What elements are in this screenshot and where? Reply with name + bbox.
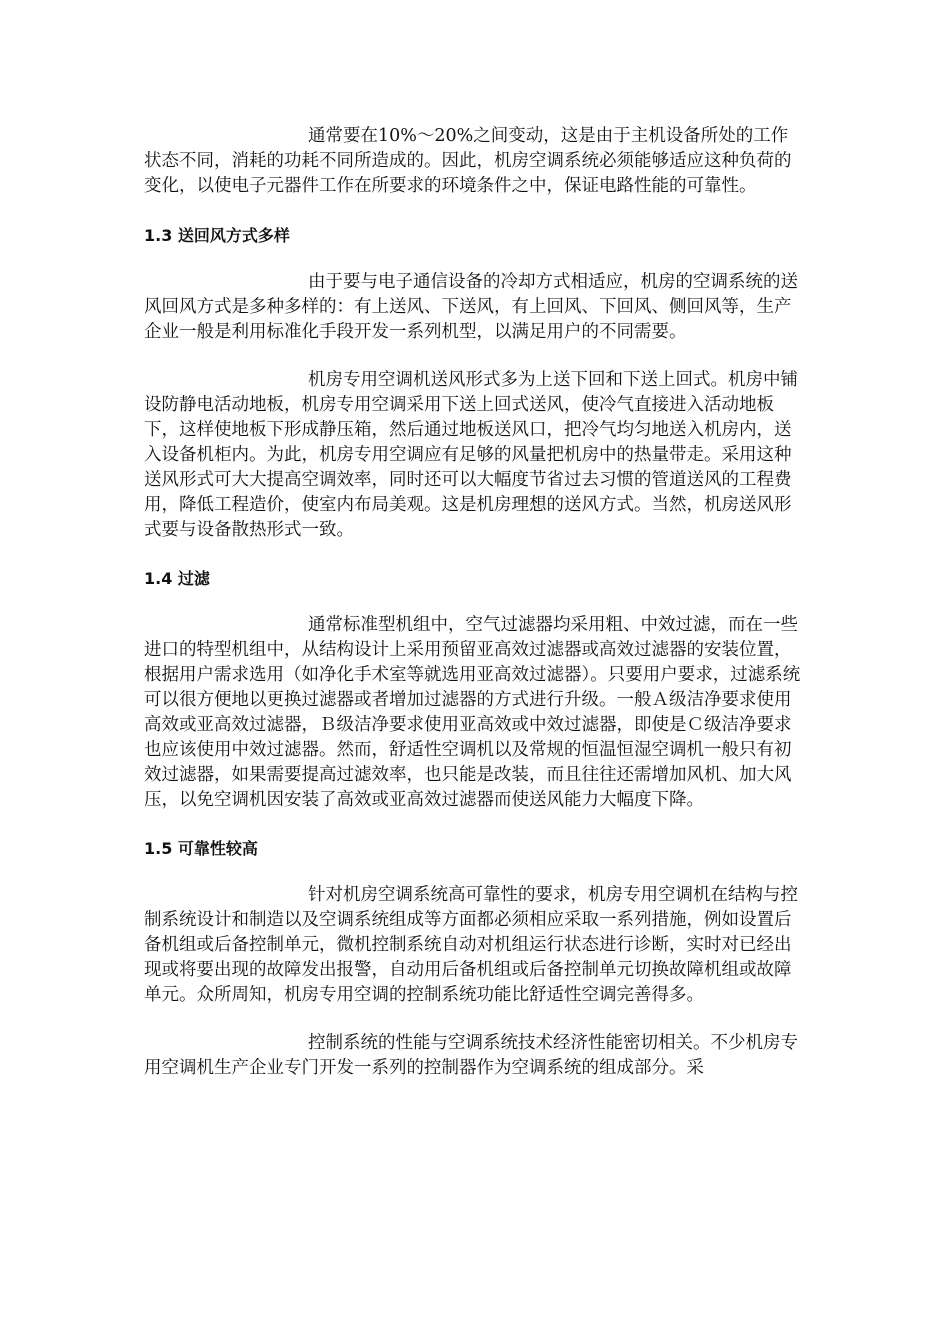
heading-1-5: 1.5 可靠性较高 — [144, 839, 258, 858]
paragraph-airflow-methods: 由于要与电子通信设备的冷却方式相适应，机房的空调系统的送风回风方式是多种多样的：有上送风、下送风，有上回风、下回风、侧回风等，生产企业一般是利用标准化手段开发一系列机型，以满足用户的不同需要。 — [144, 272, 798, 342]
paragraph-load-variation: 通常要在10%～20%之间变动，这是由于主机设备所处的工作状态不同，消耗的功耗不同所造成的。因此，机房空调系统必须能够适应这种负荷的变化，以使电子元器件工作在所要求的环境条件之中，保证电路性能的可靠性。 — [144, 126, 792, 196]
paragraph-reliability: 针对机房空调系统高可靠性的要求，机房专用空调机在结构与控制系统设计和制造以及空调系统组成等方面都必须相应采取一系列措施，例如设置后备机组或后备控制单元，微机控制系统自动对机组运行状态进行诊断，实时对已经出现或将要出现的故障发出报警，自动用后备机组或后备控制单元切换故障机组或故障单元。众所周知，机房专用空调的控制系统功能比舒适性空调完善得多。 — [144, 885, 798, 1005]
document-page — [144, 124, 804, 1081]
heading-1-4: 1.4 过滤 — [144, 569, 210, 588]
paragraph-supply-return-forms: 机房专用空调机送风形式多为上送下回和下送上回式。机房中铺设防静电活动地板，机房专用空调采用下送上回式送风，使冷气直接进入活动地板下，这样使地板下形成静压箱，然后通过地板送风口，把冷气均匀地送入机房内，送入设备机柜内。为此，机房专用空调应有足够的风量把机房中的热量带走。采用这种送风形式可大大提高空调效率，同时还可以大幅度节省过去习惯的管道送风的工程费用，降低工程造价，使室内布局美观。这是机房理想的送风方式。当然，机房送风形式要与设备散热形式一致。 — [144, 370, 798, 540]
paragraph-filtration: 通常标准型机组中，空气过滤器均采用粗、中效过滤，而在一些进口的特型机组中，从结构设计上采用预留亚高效过滤器或高效过滤器的安装位置，根据用户需求选用（如净化手术室等就选用亚高效过滤器）。只要用户要求，过滤系统可以很方便地以更换过滤器或者增加过滤器的方式进行升级。一般Ａ级洁净要求使用高效或亚高效过滤器，Ｂ级洁净要求使用亚高效或中效过滤器，即使是Ｃ级洁净要求也应该使用中效过滤器。然而，舒适性空调机以及常规的恒温恒湿空调机一般只有初效过滤器，如果需要提高过滤效率，也只能是改装，而且往往还需增加风机、加大风压，以免空调机因安装了高效或亚高效过滤器而使送风能力大幅度下降。 — [144, 615, 801, 810]
paragraph-control-system: 控制系统的性能与空调系统技术经济性能密切相关。不少机房专用空调机生产企业专门开发一系列的控制器作为空调系统的组成部分。采 — [144, 1033, 798, 1078]
heading-1-3: 1.3 送回风方式多样 — [144, 226, 290, 245]
